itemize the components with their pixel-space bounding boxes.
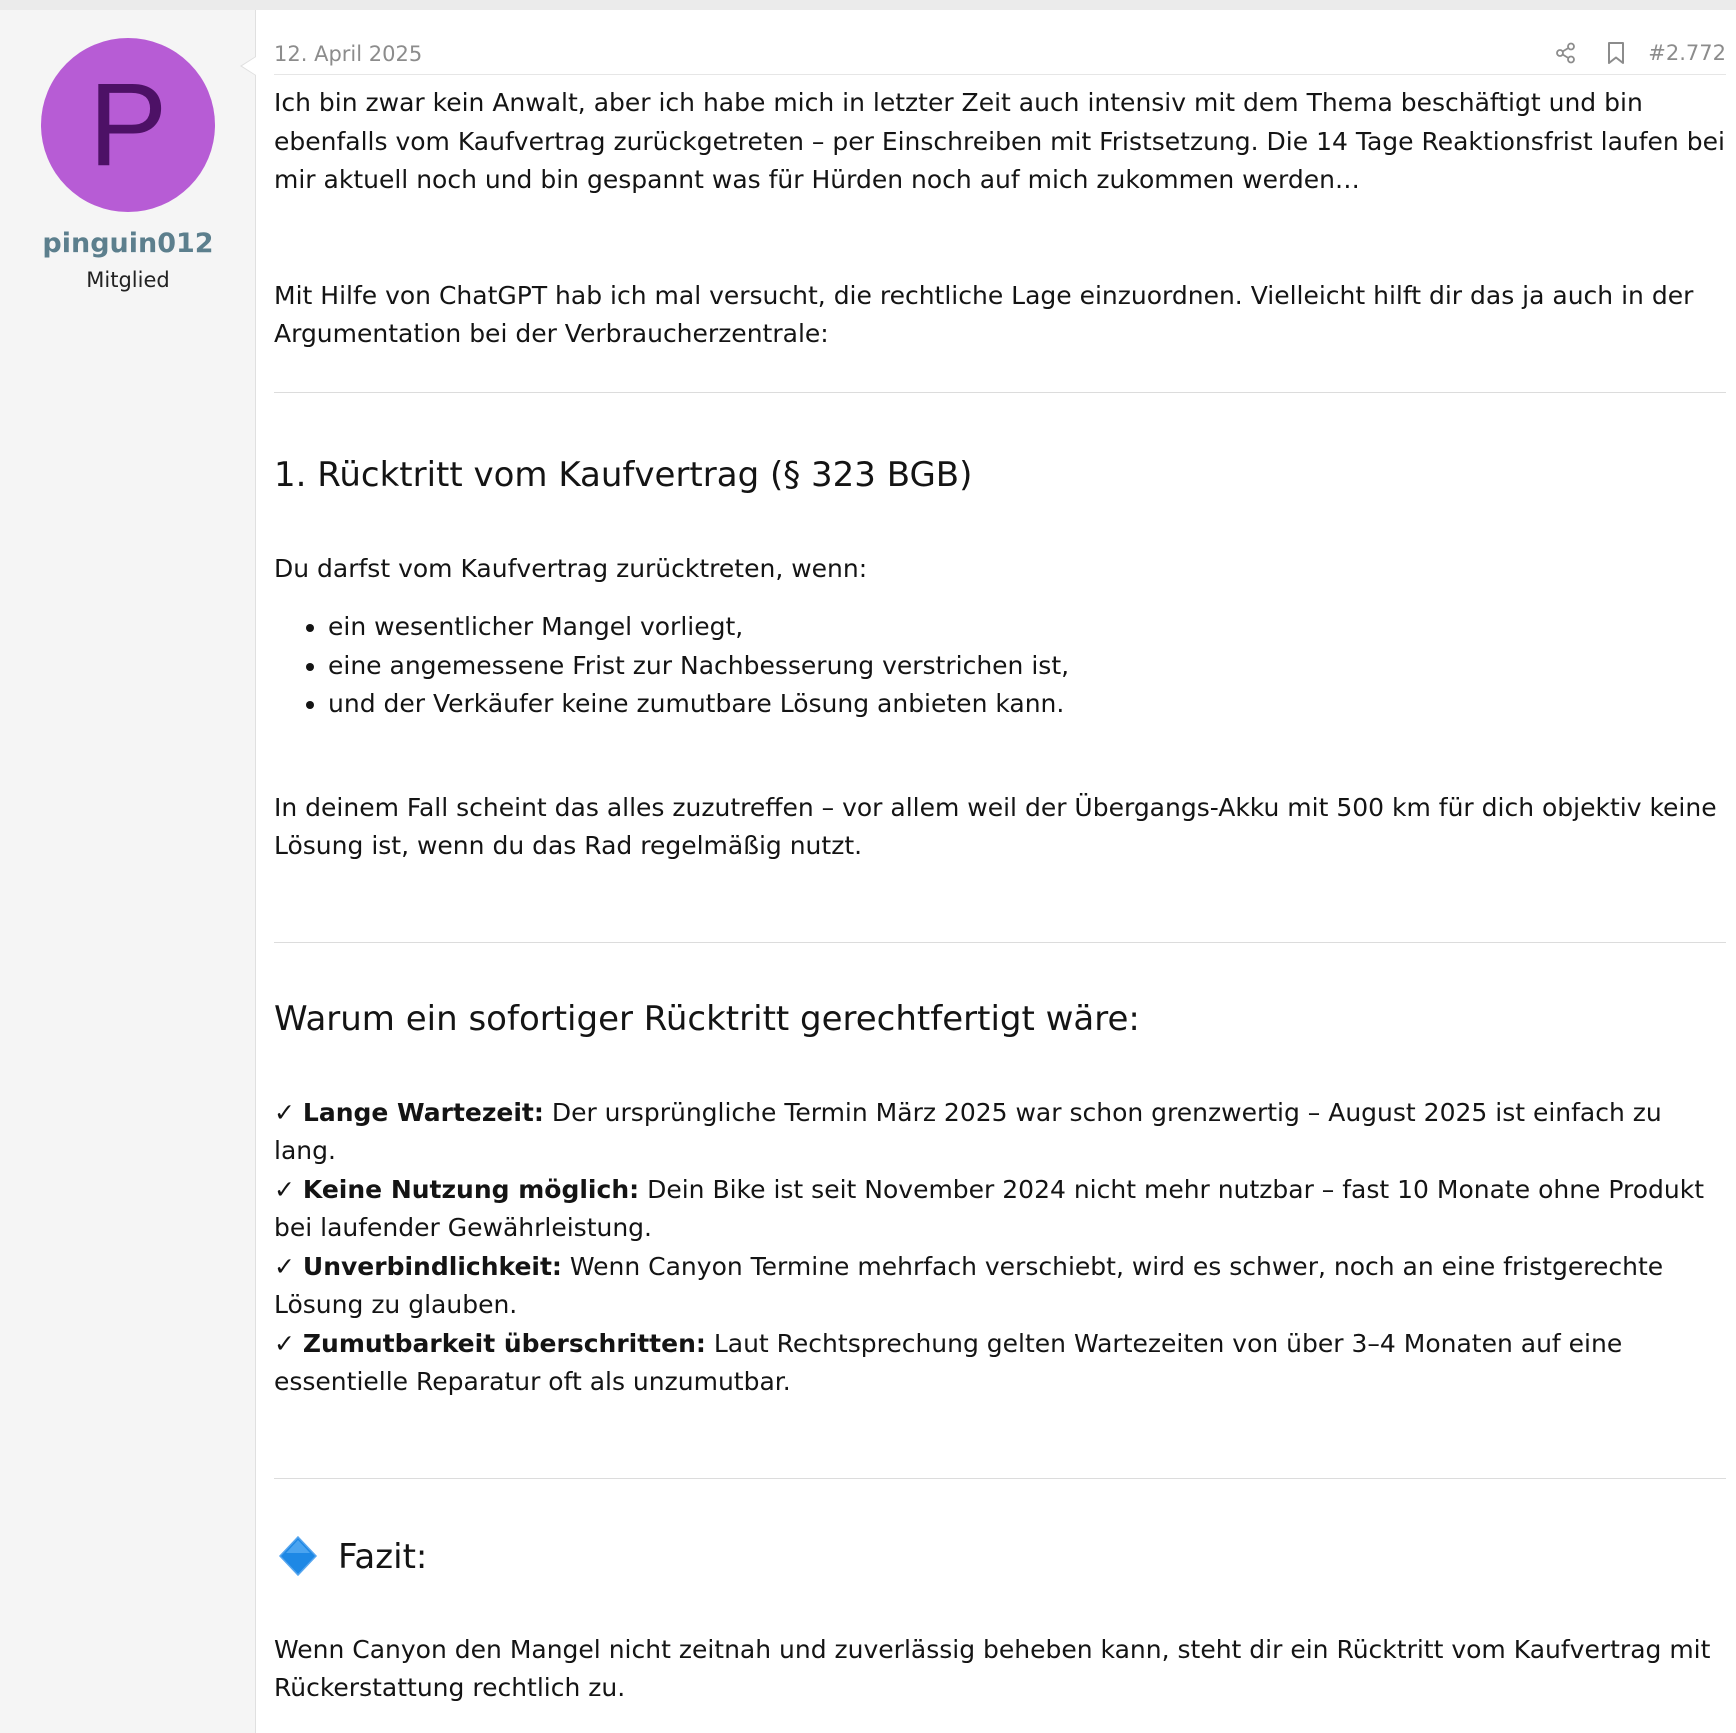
- avatar[interactable]: [41, 38, 215, 212]
- reason-item: [274, 1171, 1726, 1248]
- reason-label: Keine Nutzung möglich:: [302, 1174, 640, 1204]
- reason-label: Unverbindlichkeit:: [302, 1251, 562, 1281]
- section1-note: In deinem Fall scheint das alles zuzutreffen – vor allem weil der Übergangs-Akku mit 500 km für dich objektiv keine Lösung ist, wenn du das Rad regelmäßig nutzt.: [274, 792, 1717, 860]
- reason-text: Wenn Canyon Termine mehrfach verschiebt, wird es schwer, noch an eine fristgerechte Lösung zu glauben.: [274, 1251, 1664, 1319]
- section1-lead: Du darfst vom Kaufvertrag zurücktreten, wenn:: [274, 553, 868, 583]
- fazit-heading-row: [274, 1535, 1726, 1579]
- reason-check: ✓: [274, 1328, 295, 1358]
- reason-text: Der ursprüngliche Termin März 2025 war schon grenzwertig – August 2025 ist einfach zu lang.: [274, 1097, 1662, 1165]
- post-body: [274, 84, 1726, 1708]
- post-header-actions: [1548, 38, 1726, 68]
- list-item: • und der Verkäufer keine zumutbare Lösung anbieten kann.: [328, 685, 1726, 724]
- post-user-cell: [0, 10, 256, 1733]
- list-item: • eine angemessene Frist zur Nachbesserung verstrichen ist,: [328, 647, 1726, 686]
- reason-text: Dein Bike ist seit November 2024 nicht mehr nutzbar – fast 10 Monate ohne Produkt bei laufender Gewährleistung.: [274, 1174, 1705, 1242]
- list-item: • ein wesentlicher Mangel vorliegt,: [328, 608, 1726, 647]
- reason-check: ✓: [274, 1097, 295, 1127]
- reason-label: Lange Wartezeit:: [302, 1097, 544, 1127]
- user-title: Mitglied: [86, 268, 170, 292]
- post-header: [274, 30, 1726, 75]
- post-number-link[interactable]: #2.772: [1648, 41, 1726, 65]
- message-arrow-fill: [242, 57, 256, 75]
- fazit-paragraph: Wenn Canyon den Mangel nicht zeitnah und zuverlässig beheben kann, steht dir ein Rücktritt vom Kaufvertrag mit Rückerstattung rechtlich zu.: [274, 1634, 1711, 1702]
- reason-text: Laut Rechtsprechung gelten Wartezeiten von über 3–4 Monaten auf eine essentielle Reparatur oft als unzumutbar.: [274, 1328, 1623, 1396]
- reason-item: [274, 1325, 1726, 1402]
- reason-item: [274, 1094, 1726, 1171]
- reason-check: ✓: [274, 1251, 295, 1281]
- bookmark-icon[interactable]: [1598, 38, 1634, 68]
- chatgpt-paragraph: Mit Hilfe von ChatGPT hab ich mal versucht, die rechtliche Lage einzuordnen. Vielleicht hilft dir das ja auch in der Argumentation bei der Verbraucherzentrale:: [274, 280, 1694, 348]
- section2-heading: Warum ein sofortiger Rücktritt gerechtfertigt wäre:: [274, 998, 1140, 1039]
- intro-paragraph: Ich bin zwar kein Anwalt, aber ich habe mich in letzter Zeit auch intensiv mit dem Thema beschäftigt und bin ebenfalls vom Kaufvertrag zurückgetreten – per Einschreiben mit Fristsetzung. Die 14 Tage Reaktionsfrist laufen bei mir aktuell noch und bin gespannt was für Hürden noch auf mich zukommen werden…: [274, 88, 1725, 194]
- fazit-heading: Fazit:: [338, 1536, 428, 1577]
- reasons-block: [274, 1094, 1726, 1402]
- conditions-list: [274, 608, 1726, 724]
- post-date[interactable]: 12. April 2025: [274, 42, 423, 66]
- reason-item: [274, 1248, 1726, 1325]
- top-strip: [0, 0, 1736, 10]
- share-icon[interactable]: [1548, 38, 1584, 68]
- blue-diamond-icon: [278, 1535, 326, 1579]
- username-link[interactable]: pinguin012: [42, 228, 214, 259]
- reason-check: ✓: [274, 1174, 295, 1204]
- reason-label: Zumutbarkeit überschritten:: [302, 1328, 706, 1358]
- section1-heading: 1. Rücktritt vom Kaufvertrag (§ 323 BGB): [274, 454, 973, 495]
- avatar-letter: P: [88, 59, 168, 191]
